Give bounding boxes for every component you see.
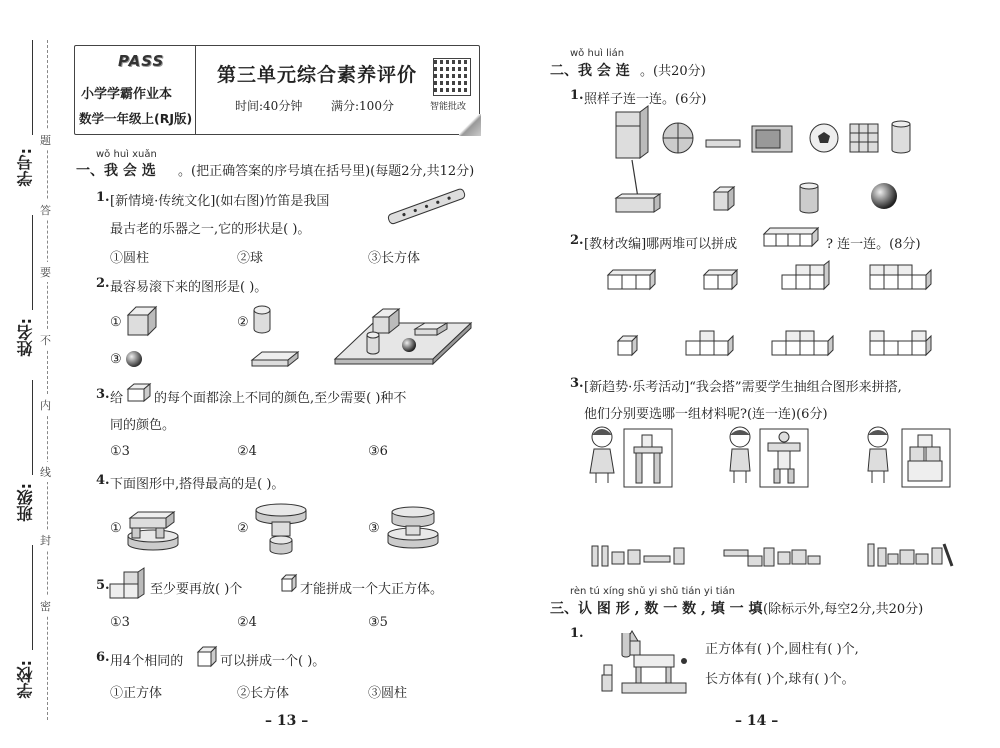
- q1-option-a[interactable]: ①圆柱: [110, 251, 150, 266]
- cube-illustration: [126, 305, 158, 337]
- q3-text-line2: 同的颜色。: [110, 418, 176, 433]
- sphere-illustration: [125, 350, 143, 368]
- q2-option-b[interactable]: ②: [237, 315, 249, 330]
- class-line: [32, 380, 33, 475]
- q1-option-b[interactable]: ②球: [237, 251, 264, 266]
- q5-text-part2: 才能拼成一个大正方体。: [300, 582, 444, 597]
- section3-pinyin: rèn tú xíng shǔ yi shǔ tián yi tián: [570, 586, 735, 597]
- q2-3-text-line1: [新趋势·乐考活动]“我会搭”需要学生抽组合图形来拼搭,: [584, 380, 902, 395]
- student-id-line: [32, 40, 33, 135]
- seal-char: 内: [40, 395, 51, 415]
- stack-a-illustration: [124, 506, 182, 552]
- stack-c-illustration: [384, 504, 442, 552]
- seal-char: 线: [40, 462, 51, 482]
- book-info: [75, 46, 196, 134]
- q3-prefix: 给: [110, 391, 124, 406]
- q1-text-line1: [新情境·传统文化](如右图)竹笛是我国: [110, 194, 330, 209]
- material-groups-figure: [588, 538, 968, 570]
- q5-option-b[interactable]: ②4: [237, 615, 257, 630]
- seal-char: 题: [40, 130, 51, 150]
- section1-title: 一、我 会 选: [76, 163, 156, 179]
- brand-logo: PASS: [118, 52, 165, 70]
- q1-text-line2: 最古老的乐器之一,它的形状是( )。: [110, 222, 311, 237]
- q6-text-part1: 用4个相同的: [110, 654, 184, 669]
- q4-number: 4.: [96, 473, 110, 488]
- section1-pinyin: wǒ huì xuǎn: [96, 149, 157, 160]
- q6-option-a[interactable]: ①正方体: [110, 686, 163, 701]
- q4-option-b[interactable]: ②: [237, 521, 249, 536]
- page-curl-decoration: [459, 114, 481, 136]
- full-score: 满分:100分: [331, 99, 394, 113]
- toy-horse-illustration: [598, 625, 688, 695]
- book-name: 小学学霸作业本: [81, 87, 173, 102]
- q6-number: 6.: [96, 650, 110, 665]
- seal-char: 要: [40, 262, 51, 282]
- q6-option-b[interactable]: ②长方体: [237, 686, 290, 701]
- page-number-left: – 13 –: [265, 713, 309, 729]
- q2-3-text-line2: 他们分别要选哪一组材料呢?(连一连)(6分): [584, 407, 828, 422]
- q6-text-part2: 可以拼成一个( )。: [220, 654, 326, 669]
- section2-pinyin: wǒ huì lián: [570, 48, 625, 59]
- qr-code-icon[interactable]: [433, 58, 471, 96]
- binding-strip: [0, 0, 62, 748]
- section3-title: 三、认 图 形 , 数 一 数 , 填 一 填: [550, 601, 763, 617]
- section2-note: 。(共20分): [640, 64, 706, 79]
- q3-1-line2: 长方体有( )个,球有( )个。: [705, 672, 855, 687]
- qr-caption: 智能批改: [430, 102, 467, 112]
- seal-char: 不: [40, 330, 51, 350]
- q5-number: 5.: [96, 578, 110, 593]
- q2-2-number: 2.: [570, 233, 584, 248]
- page-number-right: – 14 –: [735, 713, 779, 729]
- q2-text: 最容易滚下来的图形是( )。: [110, 280, 268, 295]
- q3-option-a[interactable]: ①3: [110, 444, 130, 459]
- q2-2-text-part1: [教材改编]哪两堆可以拼成: [584, 237, 738, 252]
- q3-option-c[interactable]: ③6: [368, 444, 388, 459]
- q4-text: 下面图形中,搭得最高的是( )。: [110, 477, 285, 492]
- small-cuboid-icon: [126, 383, 152, 403]
- block-piles-figure: [604, 265, 934, 360]
- q1-option-c[interactable]: ③长方体: [368, 251, 421, 266]
- class-label: 班级:: [16, 483, 35, 522]
- q3-number: 3.: [96, 387, 110, 402]
- test-header: [74, 45, 480, 135]
- q1-number: 1.: [96, 190, 110, 205]
- children-builds-figure: [584, 425, 964, 495]
- q3-option-b[interactable]: ②4: [237, 444, 257, 459]
- bamboo-flute-illustration: [385, 188, 470, 228]
- q2-number: 2.: [96, 276, 110, 291]
- cylinder-illustration: [252, 305, 272, 335]
- school-line: [32, 545, 33, 650]
- unit-cube-icon: [196, 646, 218, 668]
- q2-3-number: 3.: [570, 376, 584, 391]
- q2-1-number: 1.: [570, 88, 584, 103]
- q2-2-text-part2: ? 连一连。(8分): [826, 237, 921, 252]
- q2-option-a[interactable]: ①: [110, 315, 122, 330]
- school-label: 学校:: [16, 660, 35, 699]
- unit-cube-icon: [280, 574, 298, 594]
- cube-stack-icon: [108, 570, 148, 602]
- stack-b-illustration: [252, 500, 310, 556]
- cuboid-illustration: [250, 348, 300, 370]
- q2-option-c[interactable]: ③: [110, 352, 122, 367]
- q5-text-part1: 至少要再放( )个: [150, 582, 243, 597]
- seal-char: 密: [40, 596, 51, 616]
- q2-1-text: 照样子连一连。(6分): [584, 92, 707, 107]
- seal-char: 封: [40, 530, 51, 550]
- section2-title: 二、我 会 连: [550, 63, 630, 79]
- q4-option-a[interactable]: ①: [110, 521, 122, 536]
- q5-option-c[interactable]: ③5: [368, 615, 388, 630]
- student-id-label: 学号:: [16, 148, 35, 187]
- grade-label: 数学一年级上(RJ版): [79, 111, 193, 126]
- test-title: 第三单元综合素养评价: [217, 64, 418, 86]
- time-limit: 时间:40分钟: [235, 99, 303, 113]
- q3-text-line1: 的每个面都涂上不同的颜色,至少需要( )种不: [154, 391, 407, 406]
- ramp-board-illustration: [333, 307, 473, 365]
- section1-note: 。(把正确答案的序号填在括号里)(每题2分,共12分): [178, 164, 475, 179]
- target-block-row-icon: [762, 226, 822, 250]
- q3-1-number: 1.: [570, 626, 584, 641]
- object-matching-figure: [610, 110, 920, 220]
- q3-1-line1: 正方体有( )个,圆柱有( )个,: [705, 642, 859, 657]
- q4-option-c[interactable]: ③: [368, 521, 380, 536]
- q6-option-c[interactable]: ③圆柱: [368, 686, 408, 701]
- q5-option-a[interactable]: ①3: [110, 615, 130, 630]
- name-label: 姓名:: [16, 318, 35, 357]
- name-line: [32, 215, 33, 310]
- right-page: [500, 0, 1000, 748]
- seal-char: 答: [40, 200, 51, 220]
- section3-note: 。(除标示外,每空2分,共20分): [750, 602, 924, 617]
